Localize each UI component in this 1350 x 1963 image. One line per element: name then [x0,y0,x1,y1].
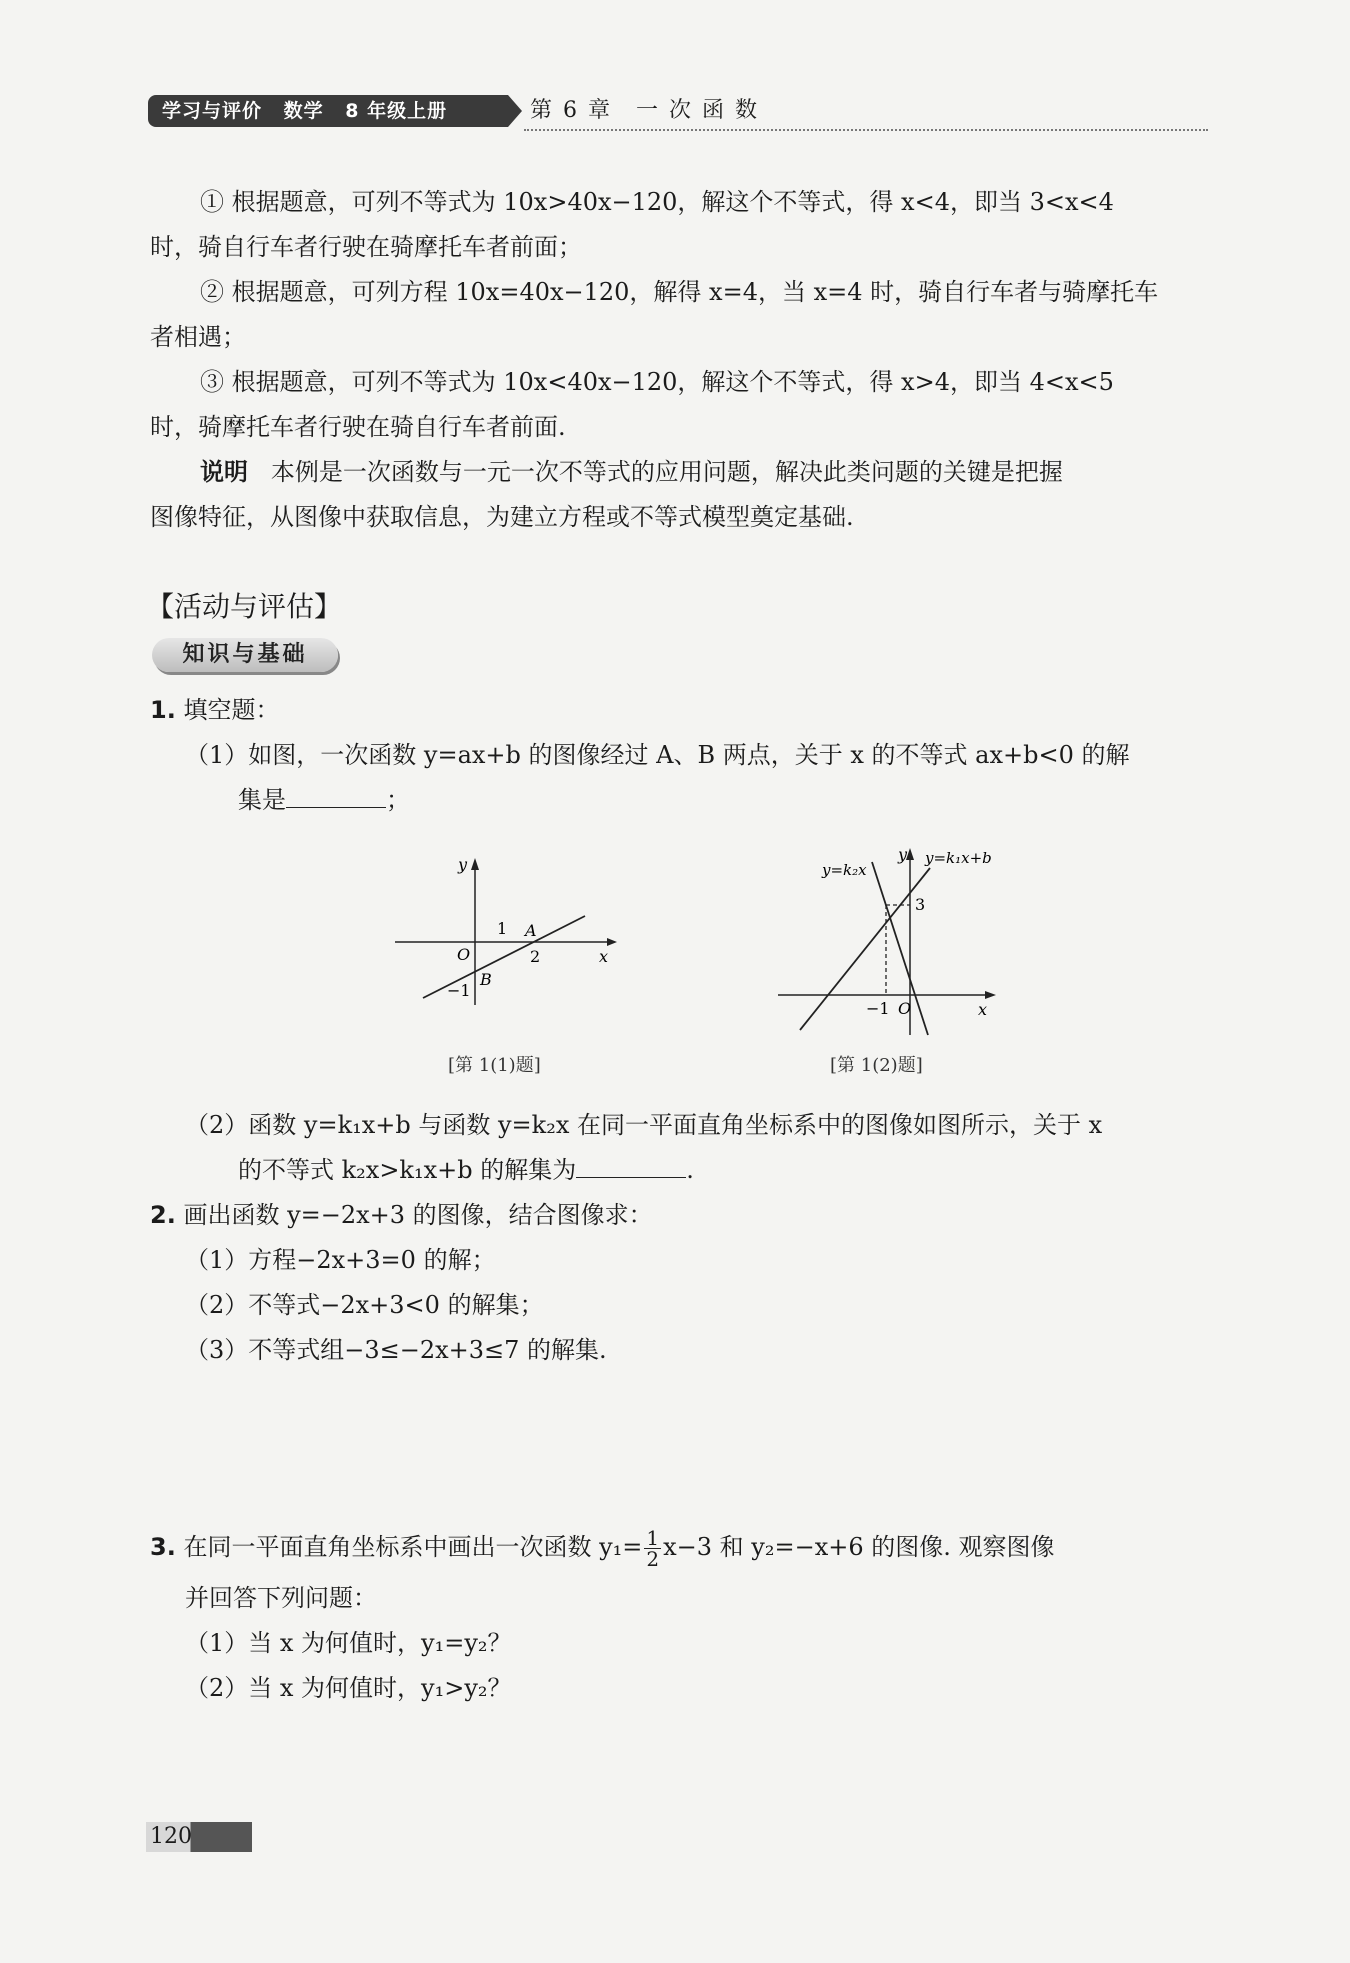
fig1-y-arrow-icon [471,858,479,870]
note-line-a [200,457,1063,487]
figure-1-2-caption: [第 1(2)题] [830,1055,923,1076]
note-label: 说明 [200,458,248,486]
figure-1-1 [385,850,625,1010]
page-number-box [146,1822,252,1852]
solution-line-2a: ② 根据题意，可列方程 10x=40x−120，解得 x=4，当 x=4 时，骑自行车者与骑摩托车 [200,278,1159,306]
fig2-line-k2-label: y=k₂x [822,861,867,879]
book-series: 学习与评价 [162,100,263,122]
fig1-point-a: A [525,921,537,940]
fig1-tick-2: 2 [530,947,541,966]
q1-sub1-end: ； [386,786,410,814]
fig2-y-label: y [898,845,908,864]
q2-part-c: （3）不等式组−3≤−2x+3≤7 的解集. [185,1336,607,1364]
fig1-x-arrow-icon [607,938,617,946]
q2-part-b: （2）不等式−2x+3<0 的解集； [185,1291,544,1319]
q3-fraction-denominator: 2 [646,1547,660,1571]
note-line-b: 图像特征，从图像中获取信息，为建立方程或不等式模型奠定基础. [150,503,854,531]
solution-line-3b: 时，骑摩托车者行驶在骑自行车者前面. [150,413,566,441]
book-title-bar [148,95,508,127]
fig1-origin-label: O [457,945,471,964]
q3-fraction-numerator: 1 [646,1526,660,1550]
q3-part-b: （2）当 x 为何值时，y₁>y₂？ [185,1674,512,1702]
fig2-y-arrow-icon [906,848,914,860]
page-header [148,95,1208,129]
fig1-tick-1: 1 [497,919,508,938]
header-arrow-icon [508,95,522,127]
book-grade: 8 年级上册 [345,100,448,122]
fig2-tick-neg1: −1 [866,999,890,1018]
q3-stem-c: 并回答下列问题： [185,1584,377,1612]
q3-stem-line [150,1528,1055,1569]
fig2-tick-3: 3 [915,895,926,914]
q1-number: 1. [150,696,176,724]
fig1-y-label: y [458,855,468,874]
q1-sub2-line-b [238,1155,694,1185]
note-text-a: 本例是一次函数与一元一次不等式的应用问题，解决此类问题的关键是把握 [270,458,1063,486]
chapter-title: 第 6 章 一 次 函 数 [530,98,759,123]
q1-title-line [150,695,279,725]
solution-line-1a: ① 根据题意，可列不等式为 10x>40x−120，解这个不等式，得 x<4，即当 3<x<4 [200,188,1114,216]
q2-number: 2. [150,1201,176,1229]
figure-1-1-caption: [第 1(1)题] [448,1055,541,1076]
q3-part-a: （1）当 x 为何值时，y₁=y₂？ [185,1629,512,1657]
q2-stem: 画出函数 y=−2x+3 的图像，结合图像求： [183,1201,653,1229]
answer-blank-1[interactable] [286,785,386,808]
q1-sub1-text: 集是 [238,786,286,814]
q3-stem-a: 在同一平面直角坐标系中画出一次函数 y₁= [183,1533,643,1561]
q1-sub1-line-b [238,785,410,815]
page-number: 120 [150,1824,192,1849]
answer-blank-2[interactable] [576,1155,686,1178]
q1-sub2-line-a: （2）函数 y=k₁x+b 与函数 y=k₂x 在同一平面直角坐标系中的图像如图所示，关于 x [185,1111,1103,1139]
q2-part-a: （1）方程−2x+3=0 的解； [185,1246,496,1274]
solution-line-3a: ③ 根据题意，可列不等式为 10x<40x−120，解这个不等式，得 x>4，即当 4<x<5 [200,368,1114,396]
fig2-line-k1-label: y=k₁x+b [925,849,992,867]
fig1-x-label: x [599,947,609,966]
fig1-tick-neg1: −1 [447,981,471,1000]
q3-number: 3. [150,1533,176,1561]
fig2-x-arrow-icon [985,991,996,999]
fig1-point-b: B [480,970,492,989]
fig2-x-label: x [978,1000,988,1019]
header-rule [524,129,1208,131]
fig2-origin-label: O [898,999,912,1018]
q2-stem-line [150,1200,653,1230]
q1-sub2-text: 的不等式 k₂x>k₁x+b 的解集为 [238,1156,577,1184]
q1-title: 填空题： [183,696,280,724]
solution-line-2b: 者相遇； [150,323,246,351]
q1-sub1-line-a: （1）如图，一次函数 y=ax+b 的图像经过 A、B 两点，关于 x 的不等式 ax+b<0 的解 [185,741,1130,769]
solution-line-1b: 时，骑自行车者行驶在骑摩托车者前面； [150,233,582,261]
book-subject: 数学 [283,100,324,122]
section-title: 【活动与评估】 [146,590,343,623]
section-badge: 知识与基础 [152,638,338,672]
q1-sub2-end: . [686,1156,694,1184]
figure-1-2 [770,840,1010,1040]
q3-fraction [644,1528,661,1569]
q3-stem-b: x−3 和 y₂=−x+6 的图像. 观察图像 [663,1533,1055,1561]
